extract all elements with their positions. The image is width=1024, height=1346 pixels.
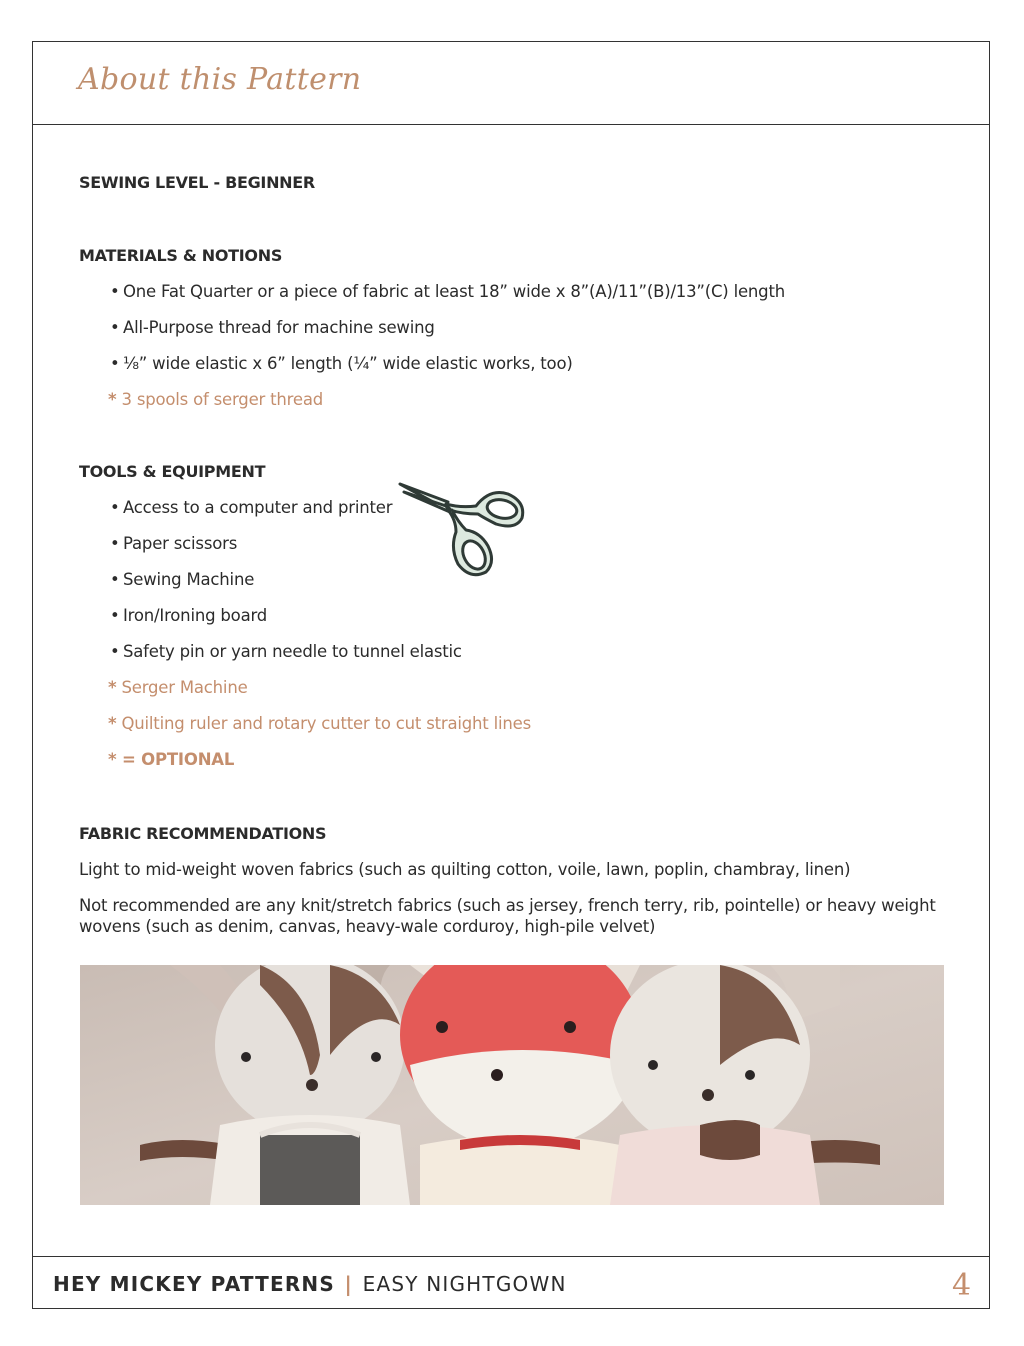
tools-item: • Paper scissors bbox=[110, 534, 238, 553]
materials-optional-item: * 3 spools of serger thread bbox=[108, 390, 324, 409]
pattern-name: EASY NIGHTGOWN bbox=[362, 1272, 567, 1296]
optional-marker: * bbox=[108, 714, 117, 733]
tools-heading: TOOLS & EQUIPMENT bbox=[79, 462, 266, 481]
page-title: About this Pattern bbox=[78, 62, 362, 97]
brand-name: HEY MICKEY PATTERNS bbox=[53, 1272, 335, 1296]
optional-marker: * bbox=[108, 678, 117, 697]
fox-doll-center bbox=[400, 965, 640, 1205]
bullet-marker: • bbox=[110, 354, 120, 373]
tools-item: • Sewing Machine bbox=[110, 570, 255, 589]
tools-optional-item: * Quilting ruler and rotary cutter to cut straight lines bbox=[108, 714, 531, 733]
bullet-marker: • bbox=[110, 642, 120, 661]
sewing-level-heading: SEWING LEVEL - BEGINNER bbox=[79, 173, 315, 192]
footer-separator: | bbox=[344, 1272, 354, 1296]
fabric-heading: FABRIC RECOMMENDATIONS bbox=[79, 824, 327, 843]
scissors-icon bbox=[396, 468, 528, 580]
fabric-not-recommended: Not recommended are any knit/stretch fabrics (such as jersey, french terry, rib, pointelle) or heavy weight wovens (such as denim, canvas, heavy-wale corduroy, high-pile velvet) bbox=[79, 896, 936, 936]
materials-item: • ⅛” wide elastic x 6” length (¼” wide elastic works, too) bbox=[110, 354, 573, 373]
materials-heading: MATERIALS & NOTIONS bbox=[79, 246, 283, 265]
tools-item: • Access to a computer and printer bbox=[110, 498, 393, 517]
bullet-marker: • bbox=[110, 318, 120, 337]
tools-item: • Safety pin or yarn needle to tunnel elastic bbox=[110, 642, 462, 661]
bullet-marker: • bbox=[110, 570, 120, 589]
footer-brand bbox=[53, 1272, 567, 1296]
bullet-marker: • bbox=[110, 498, 120, 517]
bullet-marker: • bbox=[110, 606, 120, 625]
bullet-marker: • bbox=[110, 534, 120, 553]
optional-legend: * = OPTIONAL bbox=[108, 750, 235, 769]
tools-item: • Iron/Ironing board bbox=[110, 606, 268, 625]
tools-optional-item: * Serger Machine bbox=[108, 678, 248, 697]
footer-divider bbox=[32, 1256, 990, 1257]
page-number: 4 bbox=[952, 1268, 972, 1303]
materials-item: • All-Purpose thread for machine sewing bbox=[110, 318, 435, 337]
header-divider bbox=[32, 124, 990, 125]
bullet-marker: • bbox=[110, 282, 120, 301]
materials-item: • One Fat Quarter or a piece of fabric at least 18” wide x 8”(A)/11”(B)/13”(C) length bbox=[110, 282, 785, 301]
fabric-recommended: Light to mid-weight woven fabrics (such as quilting cotton, voile, lawn, poplin, chambray, linen) bbox=[79, 860, 851, 879]
optional-marker: * bbox=[108, 390, 117, 409]
plush-dolls-photo bbox=[80, 965, 944, 1205]
optional-marker: * bbox=[108, 750, 117, 769]
